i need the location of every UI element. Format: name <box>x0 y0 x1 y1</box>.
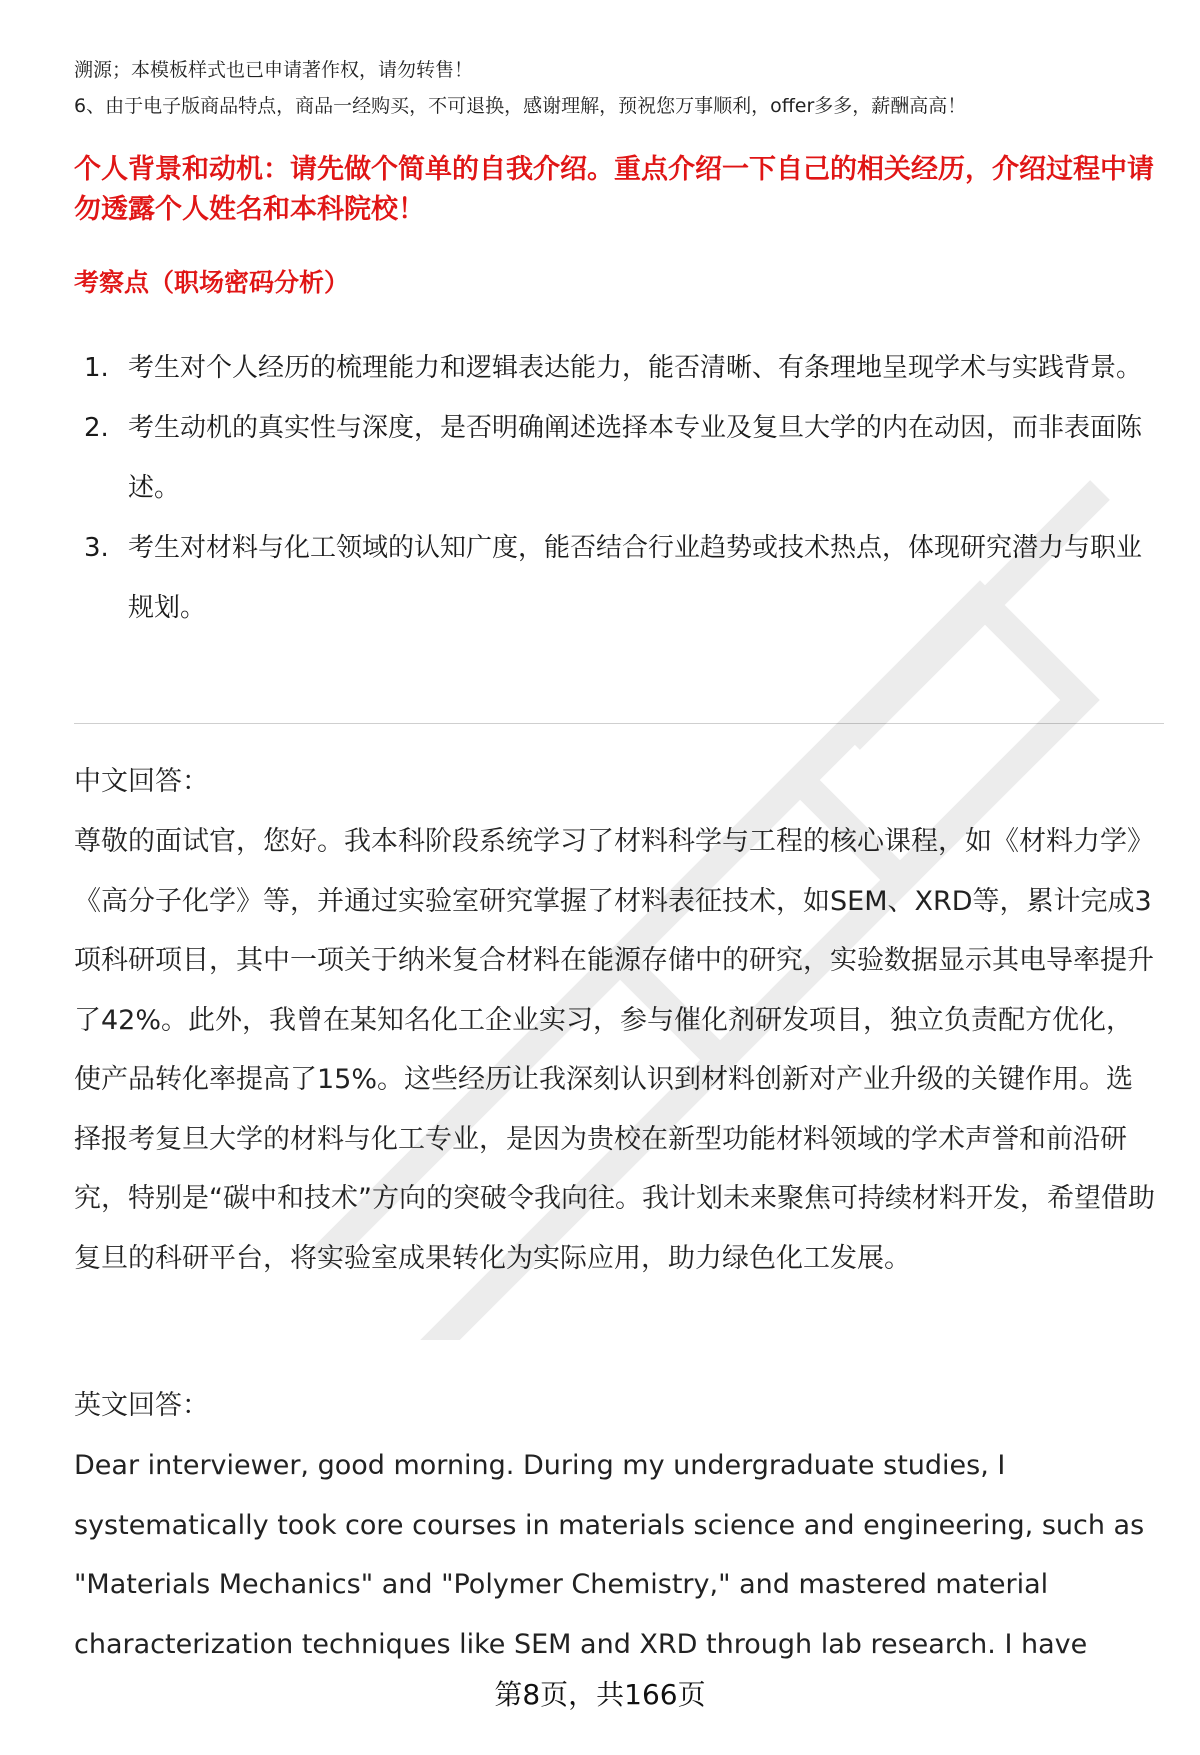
points-heading: 考察点（职场密码分析） <box>74 268 350 297</box>
point-number: 3. <box>84 533 109 563</box>
point-text: 考生动机的真实性与深度，是否明确阐述选择本专业及复旦大学的内在动因，而非表面陈述。 <box>128 413 1143 503</box>
english-answer-heading: 英文回答： <box>74 1390 209 1421</box>
chinese-answer-heading: 中文回答： <box>74 766 209 797</box>
assessment-point <box>74 398 1164 518</box>
point-text: 考生对个人经历的梳理能力和逻辑表达能力，能否清晰、有条理地呈现学术与实践背景。 <box>128 353 1143 383</box>
assessment-points-list <box>74 338 1164 638</box>
chinese-answer-body: 尊敬的面试官，您好。我本科阶段系统学习了材料科学与工程的核心课程，如《材料力学》《高分子化学》等，并通过实验室研究掌握了材料表征技术，如SEM、XRD等，累计完成3项科研项目，其中一项关于纳米复合材料在能源存储中的研究，实验数据显示其电导率提升了42%。此外，我曾在某知名化工企业实习，参与催化剂研发项目，独立负责配方优化，使产品转化率提高了15%。这些经历让我深刻认识到材料创新对产业升级的关键作用。选择报考复旦大学的材料与化工专业，是因为贵校在新型功能材料领域的学术声誉和前沿研究，特别是“碳中和技术”方向的突破令我向往。我计划未来聚焦可持续材料开发，希望借助复旦的科研平台，将实验室成果转化为实际应用，助力绿色化工发展。 <box>74 826 1155 1274</box>
assessment-point <box>74 338 1164 398</box>
notice-line-1: 溯源；本模板样式也已申请著作权，请勿转售！ <box>74 59 474 81</box>
point-text: 考生对材料与化工领域的认知广度，能否结合行业趋势或技术热点，体现研究潜力与职业规划。 <box>128 533 1143 623</box>
english-answer-body: Dear interviewer, good morning. During my undergraduate studies, I systematically took core courses in materials science and engineering, such as "Materials Mechanics" and "Polymer Chemistry," and mastered material characterization techniques like SEM and XRD through lab research. I have <box>74 1450 1145 1660</box>
assessment-point <box>74 518 1164 638</box>
point-number: 2. <box>84 413 109 443</box>
notice-line-2: 6、由于电子版商品特点，商品一经购买，不可退换，感谢理解，预祝您万事顺利，offer多多，薪酬高高！ <box>74 95 967 117</box>
section-divider <box>74 723 1164 724</box>
page-number-footer: 第8页，共166页 <box>494 1678 706 1711</box>
question-title: 个人背景和动机：请先做个简单的自我介绍。重点介绍一下自己的相关经历，介绍过程中请勿透露个人姓名和本科院校！ <box>74 154 1154 225</box>
point-number: 1. <box>84 353 109 383</box>
